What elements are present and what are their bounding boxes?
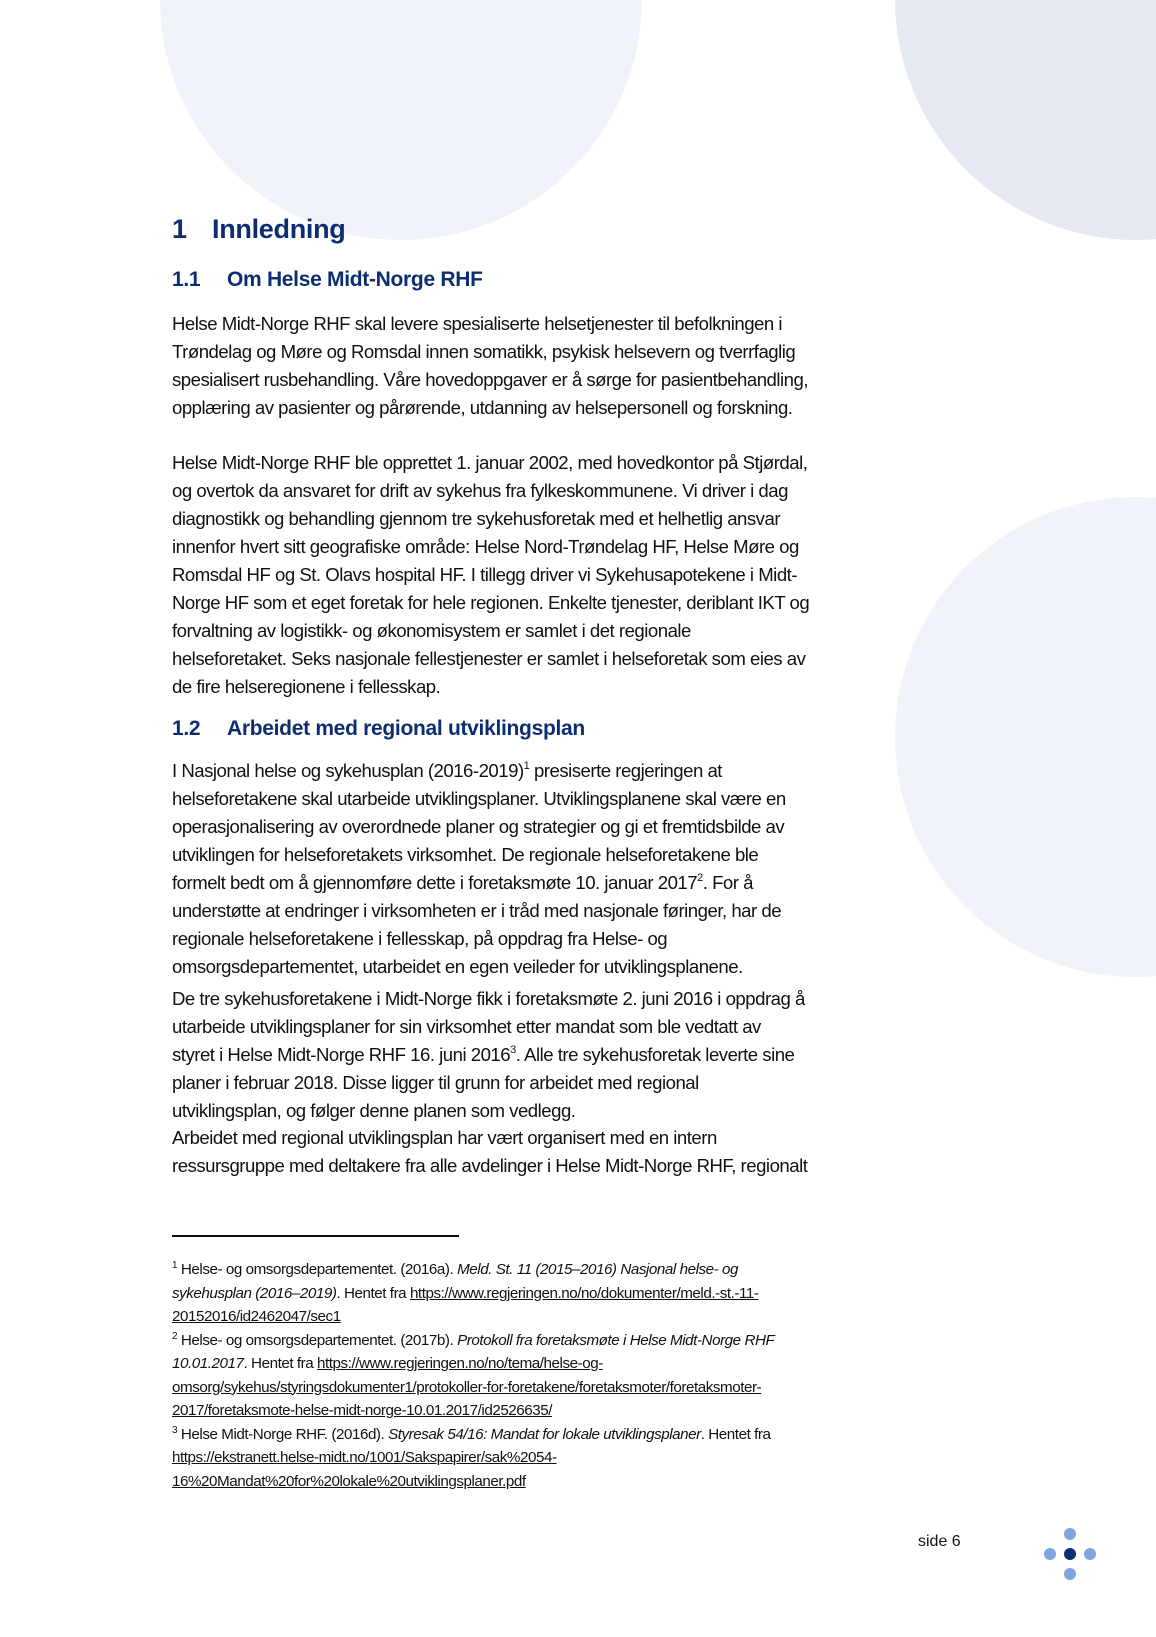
text-line: Romsdal HF og St. Olavs hospital HF. I tillegg driver vi Sykehusapotekene i Midt-: [172, 564, 798, 585]
text-line: diagnostikk og behandling gjennom tre sykehusforetak med et helhetlig ansvar: [172, 508, 781, 529]
text-line: utviklingsplan, og følger denne planen som vedlegg.: [172, 1100, 576, 1121]
text-line: opplæring av pasienter og pårørende, utdanning av helsepersonell og forskning.: [172, 397, 793, 418]
footnote-author: Helse- og omsorgsdepartementet. (2016a).: [177, 1261, 458, 1278]
paragraph: [172, 985, 972, 1125]
text-line: utarbeide utviklingsplaner for sin virksomhet etter mandat som ble vedtatt av: [172, 1016, 761, 1037]
section-title: Arbeidet med regional utviklingsplan: [227, 717, 585, 740]
text-run: . For å: [702, 872, 753, 893]
paragraph: [172, 757, 972, 981]
footnote-1-cont: [172, 1305, 972, 1329]
text-line: de fire helseregionene i fellesskap.: [172, 676, 441, 697]
decorative-circle-top-left: [160, 0, 642, 240]
footnote-2-cont: [172, 1352, 972, 1376]
chapter-number: 1: [172, 214, 187, 244]
text-line: Helse Midt-Norge RHF ble opprettet 1. januar 2002, med hovedkontor på Stjørdal,: [172, 452, 808, 473]
text-line: De tre sykehusforetakene i Midt-Norge fikk i foretaksmøte 2. juni 2016 i oppdrag å: [172, 988, 805, 1009]
text-line: [172, 869, 972, 897]
text-run: styret i Helse Midt-Norge RHF 16. juni 2016: [172, 1044, 511, 1065]
footnote-1-cont: [172, 1282, 972, 1306]
footnote-3-cont: [172, 1446, 972, 1470]
paragraph: [172, 310, 972, 422]
logo-dot-bottom: [1064, 1568, 1076, 1580]
text-line: [172, 1041, 972, 1069]
text-run: presiserte regjeringen at: [529, 760, 722, 781]
footnotes: [172, 1258, 972, 1493]
footnote-link[interactable]: 16%20Mandat%20for%20lokale%20utviklingsplaner.pdf: [172, 1472, 526, 1490]
text-line: regionale helseforetakene i fellesskap, på oppdrag fra Helse- og: [172, 928, 668, 949]
text-line: planer i februar 2018. Disse ligger til grunn for arbeidet med regional: [172, 1072, 699, 1093]
footnote-title: Styresak 54/16: Mandat for lokale utviklingsplaner: [388, 1425, 701, 1443]
text-line: forvaltning av logistikk- og økonomisystem er samlet i det regionale: [172, 620, 691, 641]
footnote-author: Helse Midt-Norge RHF. (2016d).: [177, 1425, 389, 1443]
chapter-heading: [172, 214, 345, 245]
helse-midt-norge-logo-icon: [1040, 1525, 1100, 1585]
footnote-link[interactable]: https://ekstranett.helse-midt.no/1001/Sakspapirer/sak%2054-: [172, 1449, 557, 1466]
footnote-mark: 3: [172, 1424, 178, 1436]
footnote-title: sykehusplan (2016–2019): [172, 1284, 337, 1302]
decorative-circle-top-right: [895, 0, 1156, 240]
text-line: innenfor hvert sitt geografiske område: Helse Nord-Trøndelag HF, Helse Møre og: [172, 536, 799, 557]
footnote-mark: 2: [172, 1330, 178, 1342]
text-line: Trøndelag og Møre og Romsdal innen somatikk, psykisk helsevern og tverrfaglig: [172, 341, 796, 362]
section-number: 1.2: [172, 717, 201, 740]
text-line: utviklingen for helseforetakets virksomhet. De regionale helseforetakene ble: [172, 844, 759, 865]
chapter-title: Innledning: [212, 214, 346, 244]
footnote-link[interactable]: omsorg/sykehus/styringsdokumenter1/protokoller-for-foretakene/foretaksmoter/foretaksmoter-: [172, 1378, 762, 1396]
footnote-3-cont: [172, 1470, 972, 1494]
text-line: operasjonalisering av overordnede planer og strategier og gi et fremtidsbilde av: [172, 816, 785, 837]
footnote-mark: 1: [172, 1260, 178, 1271]
footnote-title: Meld. St. 11 (2015–2016) Nasjonal helse- og: [457, 1261, 739, 1278]
text-run: I Nasjonal helse og sykehusplan (2016-2019): [172, 760, 524, 781]
page-number: side 6: [918, 1533, 961, 1550]
text-line: Norge HF som et eget foretak for hele regionen. Enkelte tjenester, deriblant IKT og: [172, 592, 810, 613]
section-heading-1-1: [172, 268, 483, 292]
footnote-2-cont: [172, 1399, 972, 1423]
footnote-separator: [172, 1235, 459, 1237]
footnote-link[interactable]: https://www.regjeringen.no/no/tema/helse-og-: [317, 1355, 603, 1372]
footnote-link[interactable]: 20152016/id2462047/sec1: [172, 1308, 341, 1325]
footnote-1: [172, 1258, 972, 1282]
logo-dot-top: [1064, 1528, 1076, 1540]
footnote-ref[interactable]: 3: [510, 1044, 516, 1056]
paragraph: [172, 1124, 972, 1180]
footnote-text: . Hentet fra: [243, 1355, 318, 1372]
footnote-ref[interactable]: 2: [697, 872, 703, 884]
text-line: omsorgsdepartementet, utarbeidet en egen veileder for utviklingsplanene.: [172, 956, 743, 977]
text-run: . Alle tre sykehusforetak leverte sine: [515, 1044, 795, 1065]
text-line: og overtok da ansvaret for drift av sykehus fra fylkeskommunene. Vi driver i dag: [172, 480, 788, 501]
footnote-author: Helse- og omsorgsdepartementet. (2017b).: [177, 1331, 458, 1349]
text-line: helseforetaket. Seks nasjonale fellestjenester er samlet i helseforetak som eies av: [172, 648, 806, 669]
logo-dot-right: [1084, 1548, 1096, 1560]
footnote-link[interactable]: https://www.regjeringen.no/no/dokumenter/meld.-st.-11-: [409, 1284, 759, 1302]
text-line: Arbeidet med regional utviklingsplan har vært organisert med en intern: [172, 1127, 717, 1148]
footnote-title: 10.01.2017: [172, 1355, 244, 1372]
footnote-text: . Hentet fra: [700, 1425, 771, 1443]
footnote-ref[interactable]: 1: [523, 760, 530, 772]
section-number: 1.1: [172, 268, 201, 291]
logo-dot-center: [1064, 1548, 1076, 1560]
text-line: helseforetakene skal utarbeide utviklingsplaner. Utviklingsplanene skal være en: [172, 788, 786, 809]
footnote-link[interactable]: 2017/foretaksmote-helse-midt-norge-10.01.2017/id2526635/: [172, 1402, 553, 1419]
text-line: spesialisert rusbehandling. Våre hovedoppgaver er å sørge for pasientbehandling,: [172, 369, 809, 390]
section-title: Om Helse Midt-Norge RHF: [227, 268, 483, 291]
logo-dot-left: [1044, 1548, 1056, 1560]
footnote-2: [172, 1329, 972, 1353]
text-line: [172, 757, 972, 785]
text-run: formelt bedt om å gjennomføre dette i foretaksmøte 10. januar 2017: [172, 872, 698, 893]
paragraph: [172, 449, 972, 701]
footnote-2-cont: [172, 1376, 972, 1400]
footnote-title: Protokoll fra foretaksmøte i Helse Midt-Norge RHF: [457, 1331, 775, 1349]
footnote-text: . Hentet fra: [336, 1284, 410, 1302]
text-line: understøtte at endringer i virksomheten er i tråd med nasjonale føringer, har de: [172, 900, 782, 921]
text-line: ressursgruppe med deltakere fra alle avdelinger i Helse Midt-Norge RHF, regionalt: [172, 1155, 808, 1176]
text-line: Helse Midt-Norge RHF skal levere spesialiserte helsetjenester til befolkningen i: [172, 313, 783, 334]
footnote-3: [172, 1423, 972, 1447]
section-heading-1-2: [172, 717, 585, 741]
